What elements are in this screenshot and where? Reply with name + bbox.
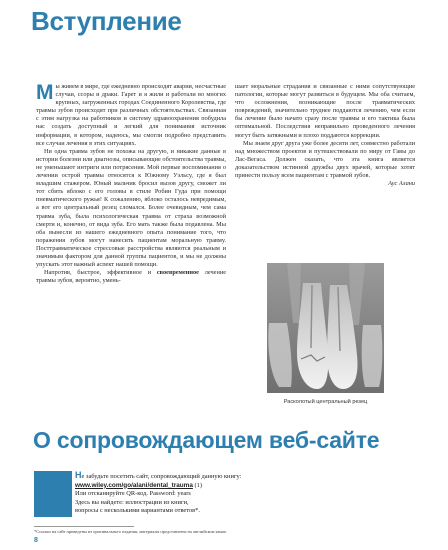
intro-paragraph-3 xyxy=(36,269,226,285)
site-url-note: (1) xyxy=(194,481,202,489)
xray-drawing xyxy=(267,263,384,393)
intro-right-column xyxy=(235,83,415,188)
site-line-3: Или отсканируйте QR-код. Password: years xyxy=(75,490,191,497)
site-url-link[interactable]: www.wiley.com/go/alani/dental_trauma xyxy=(75,481,193,489)
intro-paragraph-1-text: ы живем в мире, где ежедневно происходят аварии, несчастные случаи, ссоры и драки. Гарет и я жили и работали во многих крупных, загруженных городах Соединенного Королевства, где травмы зубов происходят при различных обстоятельствах. Связанная с этим нагрузка на работников и систему здравоохранения побудила нас создать доступный и легкий для понимания источник информации, в котором, надеюсь, мы смогли подробно представить все случаи лечения в этих ситуациях. xyxy=(36,83,226,147)
intro-left-column xyxy=(36,83,226,285)
footnote: *Ссылки на сайт приведены из оригинального издания, материалы представлены на английском языке. xyxy=(34,529,228,534)
site-line-5: вопросы с несколькими вариантами ответов*. xyxy=(75,507,200,514)
intro-right-paragraph-2: Мы знаем друг друга уже более десяти лет, совместно работали над множеством проектов и путешествовали по миру от Гавы до Лас-Вегаса. Должен сказать, что эта книга является доказательством истинной дружбы двух врачей, которые хотят принести пользу всем пациентам с травмой зубов. xyxy=(235,139,415,180)
intro-right-paragraph-1: шает моральные страдания и связанные с ними сопутствующие патологии, которые могут развиться в будущем. Мы оба считаем, что осложнения, возникающие после травматических повреждений, значительно труднее поддаются лечению, чем если бы лечение было начато сразу после травмы и его тактика была оптимальной. Последствия неправильно проведенного лечения могут быть затяжными и плохо поддаются коррекции. xyxy=(235,83,415,139)
site-info-box xyxy=(75,471,295,516)
intro-paragraph-3-end: лечение травмы зубов, вероятно, умень- xyxy=(36,269,226,285)
page-number: 8 xyxy=(34,537,38,544)
site-heading: О сопровождающем веб-сайте xyxy=(33,427,380,453)
intro-paragraph-2: Ни одна травма зубов не похожа на другую, и никакие данные в истории болезни или диагнозы, описывающие обстоятельства травмы, не уменьшают интриги или потрясения. Мой первые воспоминания о лечении острой травмы относятся к Южному Уэльсу, где я был младшим стажером. Юный мальчик бросил вызов другу, сможет ли тот сбить яблоко с его головы в стиле Робин Гуда при помощи пневматического ружья! К сожалению, яблоко осталось невредимым, а вот его центральный резец сломался. Более очевидным, чем сама травма зуба, была психологическая травма от страха возможной смерти и, конечно, от вида зуба. Его мать также была подавлена. Мы оба вынесли из нашего ежедневного опыта понимание того, что поражения зубов могут нанесить пациентам моральную травму. Посттравматическое стрессовые расстройства являются реальным и значимым фактором для данной группы пациентов, и мы не должны упускать этот важный аспект нашей помощи. xyxy=(36,147,226,269)
footnote-divider xyxy=(34,526,134,527)
figure-caption: Расколотый центральный резец xyxy=(283,399,368,405)
accent-square xyxy=(34,471,72,517)
author-signature: Аус Алани xyxy=(388,180,415,188)
intro-paragraph-3-start: Напротив, быстрое, эффективное и xyxy=(44,269,152,277)
intro-paragraph-1 xyxy=(36,83,226,148)
intro-paragraph-3-bold: своевременное xyxy=(156,269,199,277)
site-line-1-text: е забудьте посетить сайт, сопровождающий данную книгу: xyxy=(81,473,242,480)
xray-image xyxy=(267,263,384,393)
drop-cap: М xyxy=(36,81,54,104)
intro-heading: Вступление xyxy=(31,6,182,36)
site-line-url xyxy=(75,482,295,491)
site-cap-letter: Н xyxy=(75,470,82,480)
site-line-1 xyxy=(75,471,295,482)
site-line-4: Здесь вы найдете: иллюстрации из книги, xyxy=(75,498,189,506)
